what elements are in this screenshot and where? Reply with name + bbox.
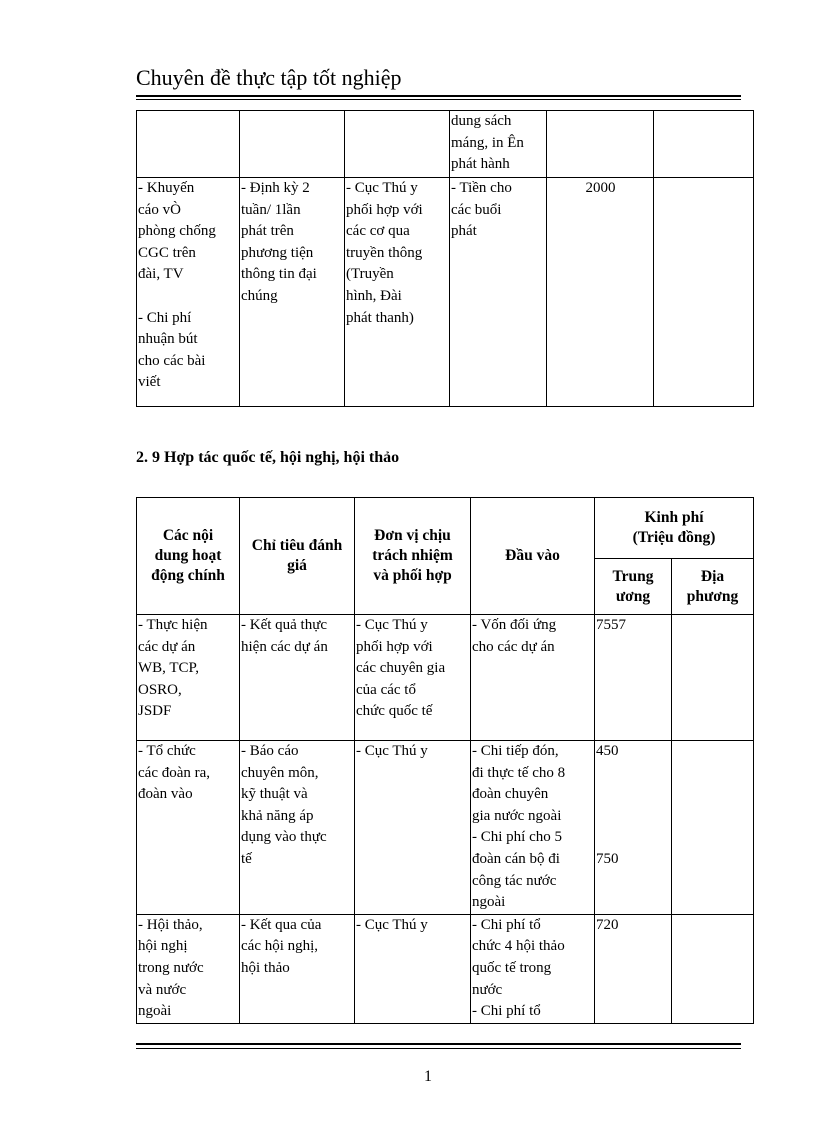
header-criteria: Chỉ tiêu đánh giá [240,498,355,615]
header-central: Trung ương [595,559,672,615]
table-cell [672,615,754,741]
table-cell: - Chi tiếp đón, đi thực tế cho 8 đoàn chuyên gia nước ngoài - Chi phí cho 5 đoàn cán bộ đi công tác nước ngoài [471,741,595,915]
table-cell: - Cục Thú y [355,741,471,915]
page-header-title: Chuyên đề thực tập tốt nghiệp [136,65,402,90]
page-number: 1 [424,1068,432,1085]
footer-rule-thick [136,1043,741,1045]
footer-rule-thin [136,1048,741,1049]
table-cell: - Vốn đối ứng cho các dự án [471,615,595,741]
section-heading: 2. 9 Hợp tác quốc tế, hội nghị, hội thảo [136,449,400,466]
table-cell: - Hội thảo, hội nghị trong nước và nước ngoài [137,914,240,1023]
table-cell: - Tiền cho các buổi phát [450,178,547,407]
cooperation-budget-table [136,497,754,1024]
header-rule-thin [136,99,741,100]
table-cell: - Định kỳ 2 tuần/ 1lần phát trên phương tiện thông tin đại chúng [240,178,345,407]
table-cell: - Kết qua của các hội nghị, hội thảo [240,914,355,1023]
table-cell: 720 [595,914,672,1023]
table-cell: - Thực hiện các dự án WB, TCP, OSRO, JSDF [137,615,240,741]
table-cell: - Cục Thú y [355,914,471,1023]
table-cell [345,111,450,178]
table-cell: - Báo cáo chuyên môn, kỹ thuật và khả năng áp dụng vào thực tế [240,741,355,915]
table-cell: 450 750 [595,741,672,915]
table-cell: - Cục Thú y phối hợp với các chuyên gia của các tổ chức quốc tế [355,615,471,741]
budget-table-continued [136,110,754,407]
table-cell [654,111,754,178]
table-cell: dung sách máng, in Ên phát hành [450,111,547,178]
table-row [137,178,754,407]
header-inputs: Đầu vào [471,498,595,615]
table-cell: - Tổ chức các đoàn ra, đoàn vào [137,741,240,915]
table-cell [547,111,654,178]
table-cell [672,741,754,915]
table-header-row [137,498,754,559]
table-cell [672,914,754,1023]
header-budget: Kinh phí (Triệu đồng) [595,498,754,559]
header-local: Địa phương [672,559,754,615]
table-cell [240,111,345,178]
table-row [137,914,754,1023]
table-cell: 7557 [595,615,672,741]
table-cell: - Cục Thú y phối hợp với các cơ qua truyền thông (Truyền hình, Đài phát thanh) [345,178,450,407]
table-cell: - Chi phí tổ chức 4 hội thảo quốc tế trong nước - Chi phí tổ [471,914,595,1023]
table-row [137,615,754,741]
table-cell [137,111,240,178]
header-rule-thick [136,95,741,97]
table-cell: - Kết quả thực hiện các dự án [240,615,355,741]
table-cell: 2000 [547,178,654,407]
header-activities: Các nội dung hoạt động chính [137,498,240,615]
table-cell [654,178,754,407]
header-responsible-unit: Đơn vị chịu trách nhiệm và phối hợp [355,498,471,615]
table-row [137,111,754,178]
table-cell: - Khuyến cáo vÒ phòng chống CGC trên đài, TV - Chi phí nhuận bút cho các bài viết [137,178,240,407]
table-row [137,741,754,915]
